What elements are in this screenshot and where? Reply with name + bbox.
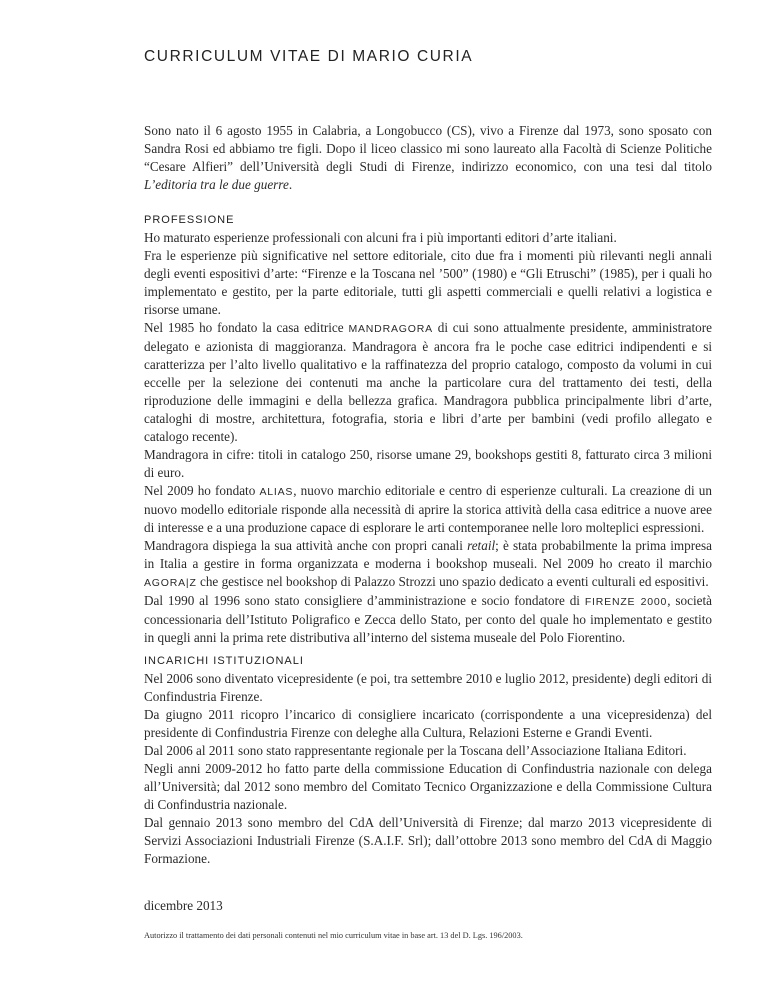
retail-word: retail <box>467 538 496 553</box>
professione-paragraph-7 <box>144 592 712 647</box>
intro-section <box>144 122 712 194</box>
p6-text-a: Mandragora dispiega la sua attività anche con propri canali <box>144 538 468 553</box>
document-date: dicembre 2013 <box>144 898 223 913</box>
brand-firenze-2000: FIRENZE 2000 <box>584 596 668 608</box>
p7-text-a: Dal 1990 al 1996 sono stato consigliere d’amministrazione e socio fondatore di <box>144 593 585 608</box>
intro-paragraph <box>144 122 712 194</box>
thesis-title: L’editoria tra le due guerre <box>144 177 289 192</box>
intro-text: Sono nato il 6 agosto 1955 in Calabria, a Longobucco (CS), vivo a Firenze dal 1973, sono sposato con Sandra Rosi ed abbiamo tre figli. Dopo il liceo classico mi sono laureato alla Facoltà di Scienze Politiche “Cesare Alfieri” dell’Università degli Studi di Firenze, indirizzo economico, con una tesi dal titolo <box>144 123 712 174</box>
incarichi-paragraph-5: Dal gennaio 2013 sono membro del CdA dell’Università di Firenze; dal marzo 2013 vicepresidente di Servizi Associazioni Industriali Firenze (S.A.I.F. Srl); dall’ottobre 2013 sono membro del CdA di Maggio Formazione. <box>144 815 712 866</box>
page-title: CURRICULUM VITAE DI MARIO CURIA <box>144 48 474 65</box>
incarichi-paragraph-2: Da giugno 2011 ricopro l’incarico di consigliere incaricato (corrispondente a una vicepresidenza) del presidente di Confindustria Firenze con deleghe alla Cultura, Relazioni Esterne e Grandi Eventi. <box>144 707 712 740</box>
p3-text-a: Nel 1985 ho fondato la casa editrice <box>144 320 349 335</box>
professione-paragraph-3 <box>144 319 712 446</box>
professione-paragraph-5 <box>144 482 712 537</box>
incarichi-paragraph-4: Negli anni 2009-2012 ho fatto parte della commissione Education di Confindustria nazionale con delega all’Università; dal 2012 sono membro del Comitato Tecnico Organizzazione e della Commissione Cultura di Confindustria nazionale. <box>144 761 712 812</box>
p3-text-b: di cui sono attualmente presidente, amministratore delegato e azionista di maggioranza. Mandragora è ancora fra le poche case editrici indipendenti e si caratterizza per l’alto livello qualitativo e la raffinatezza del proprio catalogo, composto da volumi in cui eccelle per la selezione dei contenuti ma anche la particolare cura del trattamento dei testi, della riproduzione delle immagini e della bellezza grafica. Mandragora pubblica principalmente libri d’arte, cataloghi di mostre, architettura, fotografia, storia e libri d’arte per bambini (vedi profilo allegato e catalogo recente). <box>144 320 712 444</box>
p7-text-b: , società concessionaria dell’Istituto Poligrafico e Zecca dello Stato, per conto del quale ho implementato e gestito in quegli anni la prima rete distributiva all’interno del sistema museale del Polo Fiorentino. <box>144 593 712 645</box>
incarichi-paragraph-1: Nel 2006 sono diventato vicepresidente (e poi, tra settembre 2010 e luglio 2012, presidente) degli editori di Confindustria Firenze. <box>144 671 712 704</box>
professione-paragraph-2: Fra le esperienze più significative nel settore editoriale, cito due fra i momenti più rilevanti negli annali degli eventi espositivi d’arte: “Firenze e la Toscana nel ’500” (1980) e “Gli Etruschi” (1985), per i quali ho implementato e gestito, per la parte editoriale, tutti gli aspetti commerciali e quelli relativi a logistica e risorse umane. <box>144 248 712 317</box>
p6-text-b: ; è stata probabilmente la prima impresa in Italia a gestire in forma organizzata e moderna i bookshop museali. Nel 2009 ho creato il marchio <box>144 538 712 571</box>
intro-end: . <box>288 177 293 192</box>
section-heading-incarichi: INCARICHI ISTITUZIONALI <box>144 655 304 667</box>
brand-agoraz: AGORA|Z <box>144 577 197 589</box>
p5-text-a: Nel 2009 ho fondato <box>144 483 260 498</box>
professione-paragraph-4: Mandragora in cifre: titoli in catalogo 250, risorse umane 29, bookshops gestiti 8, fatturato circa 3 milioni di euro. <box>144 447 712 480</box>
brand-alias: ALIAS <box>259 486 294 498</box>
professione-section <box>144 211 712 647</box>
section-heading-professione: PROFESSIONE <box>144 214 235 226</box>
p6-text-c: che gestisce nel bookshop di Palazzo Strozzi uno spazio dedicato a eventi culturali ed espositivi. <box>196 574 709 589</box>
incarichi-section <box>144 652 712 868</box>
professione-paragraph-6 <box>144 537 712 592</box>
privacy-note: Autorizzo il trattamento dei dati personali contenuti nel mio curriculum vitae in base art. 13 del D. Lgs. 196/2003. <box>144 931 523 940</box>
incarichi-paragraph-3: Dal 2006 al 2011 sono stato rappresentante regionale per la Toscana dell’Associazione Italiana Editori. <box>144 743 687 758</box>
professione-paragraph-1: Ho maturato esperienze professionali con alcuni fra i più importanti editori d’arte italiani. <box>144 230 617 245</box>
p5-text-b: , nuovo marchio editoriale e centro di esperienze culturali. La creazione di un nuovo modello editoriale risponde alla necessità di aprire la storica attività della casa editrice a nuove aree di interesse e a una produzione capace di esplorare le arti contemporanee nelle loro molteplici espressioni. <box>144 483 712 535</box>
brand-mandragora: MANDRAGORA <box>348 323 433 335</box>
